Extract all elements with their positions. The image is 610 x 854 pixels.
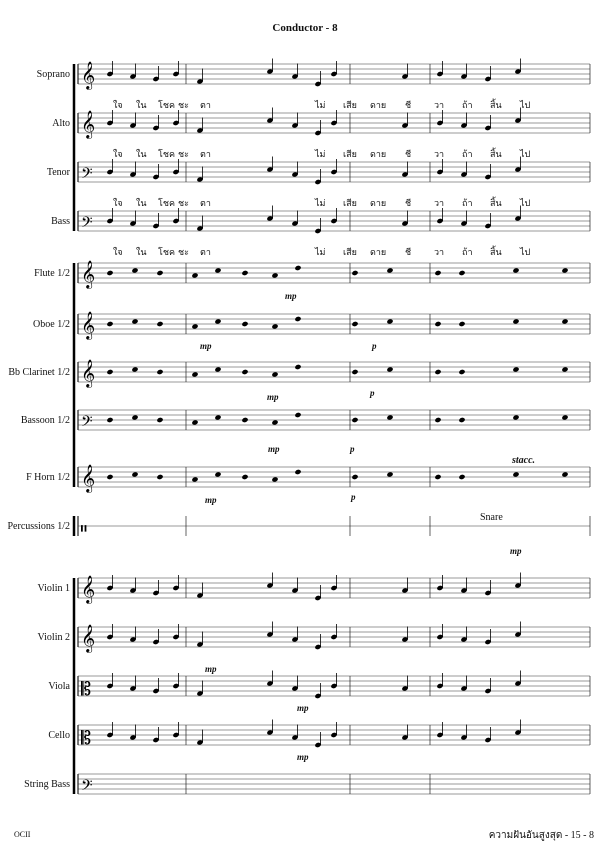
treble-clef-icon: 𝄞 (81, 311, 96, 339)
alto-clef-icon: 𝄡 (81, 679, 92, 700)
page-title: Conductor - 8 (272, 22, 338, 34)
notehead-icon (351, 417, 358, 423)
percussion-clef-icon: 𝄥 (81, 519, 87, 540)
lyric-syllable: เสีย (343, 247, 357, 257)
lyric-syllable: ไป (520, 100, 531, 110)
notehead-icon (191, 476, 198, 482)
notehead-icon (351, 369, 358, 375)
instrument-label: Percussions 1/2 (7, 521, 70, 532)
notehead-icon (351, 270, 358, 276)
lyric-syllable: ดาย (370, 100, 387, 110)
notehead-icon (156, 417, 163, 423)
notehead-icon (156, 369, 163, 375)
lyric-syllable: ใจ (113, 198, 123, 208)
notehead-icon (294, 265, 301, 271)
snare-marking: Snare (480, 512, 503, 523)
notehead-icon (458, 474, 465, 480)
notehead-icon (191, 371, 198, 377)
notehead-icon (241, 270, 248, 276)
lyric-syllable: สิ้น (490, 100, 502, 110)
staccato-marking: stacc. (512, 455, 536, 466)
notehead-icon (191, 323, 198, 329)
dynamic-p: p (350, 444, 355, 454)
lyric-syllable: ชะ (178, 100, 189, 110)
notehead-icon (106, 417, 113, 423)
notehead-icon (271, 323, 278, 329)
notehead-icon (214, 318, 221, 324)
dynamic-mp: mp (510, 546, 522, 556)
notehead-icon (561, 366, 568, 372)
lyric-syllable: สิ้น (490, 149, 502, 159)
notehead-icon (386, 318, 393, 324)
instrument-label: Bb Clarinet 1/2 (8, 367, 70, 378)
treble-clef-icon: 𝄞 (81, 110, 96, 138)
lyric-syllable: ตา (200, 100, 211, 110)
instrument-label: Viola (48, 681, 70, 692)
dynamic-p: p (370, 388, 375, 398)
notehead-icon (434, 474, 441, 480)
notehead-icon (458, 321, 465, 327)
lyric-syllable: เสีย (343, 100, 357, 110)
dynamic-mp: mp (268, 444, 280, 454)
lyric-syllable: ชะ (178, 247, 189, 257)
notehead-icon (294, 316, 301, 322)
instrument-label: Soprano (36, 69, 70, 80)
notehead-icon (386, 471, 393, 477)
notehead-icon (214, 366, 221, 372)
notehead-icon (434, 417, 441, 423)
notehead-icon (241, 474, 248, 480)
bass-clef-icon: 𝄢 (81, 777, 93, 798)
treble-clef-icon: 𝄞 (81, 260, 96, 288)
bass-clef-icon: 𝄢 (81, 413, 93, 434)
lyric-syllable: ไม่ (315, 247, 326, 257)
lyric-syllable: เสีย (343, 198, 357, 208)
lyric-syllable: ถ้า (462, 198, 473, 208)
notehead-icon (271, 419, 278, 425)
instrument-label: Violin 2 (37, 632, 70, 643)
notehead-icon (131, 267, 138, 273)
lyric-syllable: ดาย (370, 198, 387, 208)
lyric-syllable: ถ้า (462, 149, 473, 159)
notehead-icon (271, 272, 278, 278)
lyric-syllable: ใน (136, 149, 147, 159)
dynamic-mp: mp (205, 495, 217, 505)
lyric-syllable: ดาย (370, 247, 387, 257)
notehead-icon (241, 369, 248, 375)
lyric-syllable: ใน (136, 247, 147, 257)
notehead-icon (106, 369, 113, 375)
notehead-icon (294, 412, 301, 418)
instrument-label: Tenor (46, 167, 70, 178)
notehead-icon (434, 270, 441, 276)
instrument-label: Cello (48, 730, 70, 741)
lyric-syllable: ชี (405, 100, 412, 110)
dynamic-mp: mp (200, 341, 212, 351)
dynamic-mp: mp (285, 291, 297, 301)
notehead-icon (214, 267, 221, 273)
dynamic-mp: mp (205, 664, 217, 674)
lyric-syllable: ชี (405, 198, 412, 208)
notehead-icon (106, 474, 113, 480)
lyric-syllable: ใน (136, 100, 147, 110)
lyric-syllable: สิ้น (490, 247, 502, 257)
instrument-label: Oboe 1/2 (33, 319, 70, 330)
notehead-icon (156, 321, 163, 327)
notehead-icon (351, 474, 358, 480)
lyric-syllable: ชี (405, 247, 412, 257)
notehead-icon (512, 414, 519, 420)
notehead-icon (131, 366, 138, 372)
notehead-icon (458, 369, 465, 375)
notehead-icon (131, 414, 138, 420)
lyric-syllable: ไป (520, 247, 531, 257)
notehead-icon (351, 321, 358, 327)
lyric-syllable: ตา (200, 247, 211, 257)
lyric-syllable: โชค (158, 247, 175, 257)
notehead-icon (191, 272, 198, 278)
notehead-icon (512, 267, 519, 273)
instrument-label: Violin 1 (37, 583, 70, 594)
notehead-icon (561, 471, 568, 477)
notehead-icon (561, 414, 568, 420)
lyric-syllable: ชะ (178, 198, 189, 208)
instrument-label: Alto (52, 118, 70, 129)
instrument-label: String Bass (24, 779, 70, 790)
instrument-label: Bass (51, 216, 70, 227)
lyric-syllable: ใจ (113, 149, 123, 159)
notehead-icon (434, 321, 441, 327)
bass-clef-icon: 𝄢 (81, 165, 93, 186)
lyric-syllable: ไป (520, 149, 531, 159)
notehead-icon (386, 414, 393, 420)
notehead-icon (434, 369, 441, 375)
instrument-label: F Horn 1/2 (26, 472, 70, 483)
footer-left: OCII (14, 830, 31, 839)
alto-clef-icon: 𝄡 (81, 728, 92, 749)
notehead-icon (131, 318, 138, 324)
lyric-syllable: ใน (136, 198, 147, 208)
instrument-label: Bassoon 1/2 (20, 415, 70, 426)
lyric-syllable: วา (434, 149, 445, 159)
notehead-icon (386, 267, 393, 273)
lyric-syllable: ไม่ (315, 149, 326, 159)
lyric-syllable: ดาย (370, 149, 387, 159)
instrument-label: Flute 1/2 (34, 268, 70, 279)
dynamic-p: p (351, 492, 356, 502)
treble-clef-icon: 𝄞 (81, 464, 96, 492)
notehead-icon (512, 471, 519, 477)
lyric-syllable: ใจ (113, 100, 123, 110)
notehead-icon (106, 270, 113, 276)
notehead-icon (156, 270, 163, 276)
dynamic-mp: mp (297, 703, 309, 713)
notehead-icon (294, 469, 301, 475)
lyric-syllable: ไม่ (315, 198, 326, 208)
lyric-syllable: ตา (200, 198, 211, 208)
lyric-syllable: โชค (158, 198, 175, 208)
lyric-syllable: เสีย (343, 149, 357, 159)
dynamic-p: p (372, 341, 377, 351)
notehead-icon (191, 419, 198, 425)
lyric-syllable: ตา (200, 149, 211, 159)
lyric-syllable: โชค (158, 100, 175, 110)
lyric-syllable: ถ้า (462, 100, 473, 110)
notehead-icon (271, 371, 278, 377)
lyric-syllable: วา (434, 247, 445, 257)
notehead-icon (214, 414, 221, 420)
dynamic-mp: mp (297, 752, 309, 762)
lyric-syllable: สิ้น (490, 198, 502, 208)
notehead-icon (512, 366, 519, 372)
notehead-icon (271, 476, 278, 482)
notehead-icon (512, 318, 519, 324)
notehead-icon (561, 318, 568, 324)
lyric-syllable: ถ้า (462, 247, 473, 257)
lyric-syllable: โชค (158, 149, 175, 159)
lyric-syllable: ชี (405, 149, 412, 159)
treble-clef-icon: 𝄞 (81, 61, 96, 89)
lyric-syllable: ไป (520, 198, 531, 208)
notehead-icon (131, 471, 138, 477)
lyric-syllable: ชะ (178, 149, 189, 159)
notehead-icon (156, 474, 163, 480)
dynamic-mp: mp (267, 392, 279, 402)
notehead-icon (458, 270, 465, 276)
lyric-syllable: ไม่ (315, 100, 326, 110)
bass-clef-icon: 𝄢 (81, 214, 93, 235)
notehead-icon (214, 471, 221, 477)
footer-right: ความฝันอันสูงสุด - 15 - 8 (488, 830, 594, 841)
notehead-icon (241, 321, 248, 327)
notehead-icon (386, 366, 393, 372)
treble-clef-icon: 𝄞 (81, 575, 96, 603)
treble-clef-icon: 𝄞 (81, 359, 96, 387)
treble-clef-icon: 𝄞 (81, 624, 96, 652)
lyric-syllable: ใจ (113, 247, 123, 257)
notehead-icon (106, 321, 113, 327)
lyric-syllable: วา (434, 100, 445, 110)
lyric-syllable: วา (434, 198, 445, 208)
notehead-icon (241, 417, 248, 423)
notehead-icon (561, 267, 568, 273)
notehead-icon (458, 417, 465, 423)
notehead-icon (294, 364, 301, 370)
